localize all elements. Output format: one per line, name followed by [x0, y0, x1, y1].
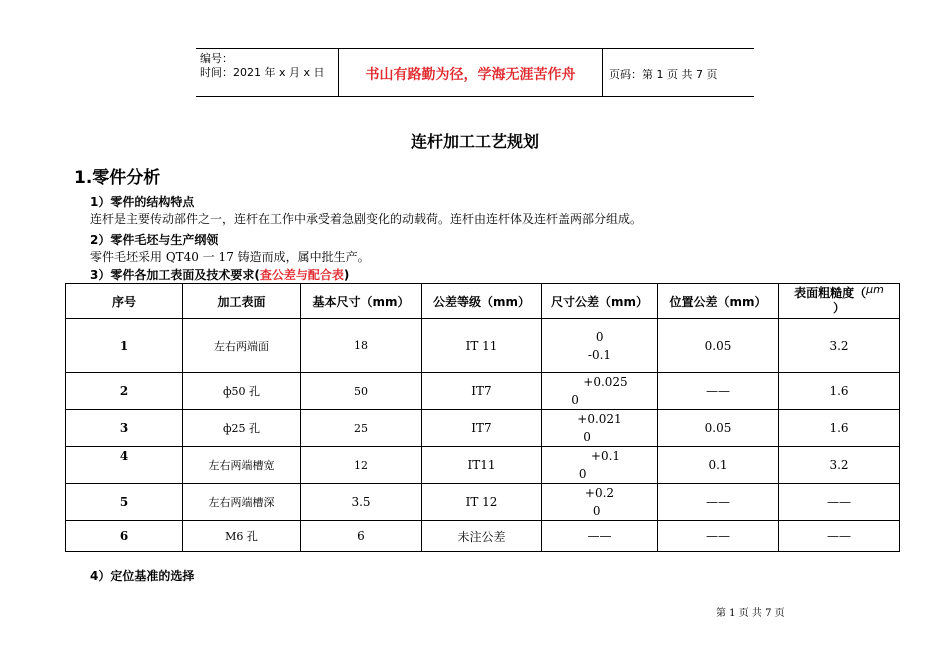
micrometer-symbol: μm — [866, 283, 884, 296]
header-bottom-rule — [196, 96, 754, 97]
table-header-row — [66, 284, 900, 319]
cell-roughness: —— — [779, 484, 900, 521]
cell-surface: ф50 孔 — [183, 373, 301, 410]
cell-tolerance — [542, 447, 658, 484]
header-divider — [602, 48, 603, 96]
tolerance-table — [65, 283, 900, 552]
tol-lower: 0 — [583, 430, 591, 444]
cell-no: 2 — [66, 373, 183, 410]
cell-roughness: 1.6 — [779, 410, 900, 447]
cell-grade: IT7 — [422, 410, 542, 447]
cell-size: 3.5 — [301, 484, 422, 521]
cell-position: 0.05 — [658, 410, 779, 447]
cell-surface: M6 孔 — [183, 521, 301, 552]
table-row — [66, 373, 900, 410]
subsection-heading-tail: ) — [343, 268, 350, 282]
cell-size: 12 — [301, 447, 422, 484]
cell-tolerance — [542, 484, 658, 521]
page-footer: 第 1 页 共 7 页 — [716, 608, 785, 619]
cell-position: 0.1 — [658, 447, 779, 484]
cell-surface: 左右两端槽宽 — [183, 447, 301, 484]
header-page-info: 页码：第 1 页 共 7 页 — [609, 68, 718, 81]
cell-tolerance — [542, 373, 658, 410]
page-title: 连杆加工工艺规划 — [410, 132, 539, 151]
col-header-roughness-close: ） — [832, 301, 845, 315]
cell-grade: IT 11 — [422, 319, 542, 373]
tol-upper: +0.025 — [583, 375, 628, 389]
cell-grade: IT 12 — [422, 484, 542, 521]
tol-upper: 0 — [595, 329, 604, 344]
cell-tolerance: —— — [542, 521, 658, 552]
cell-surface: 左右两端槽深 — [183, 484, 301, 521]
col-header: 尺寸公差（mm） — [542, 284, 658, 319]
header-top-rule — [196, 48, 754, 49]
cell-position: —— — [658, 521, 779, 552]
cell-roughness: —— — [779, 521, 900, 552]
tol-upper: +0.1 — [590, 449, 621, 463]
tol-lower: 0 — [592, 504, 601, 518]
col-header — [779, 284, 900, 319]
cell-size: 6 — [301, 521, 422, 552]
subsection-heading: 4）定位基准的选择 — [90, 569, 195, 583]
col-header: 位置公差（mm） — [658, 284, 779, 319]
cell-roughness: 3.2 — [779, 319, 900, 373]
cell-size: 25 — [301, 410, 422, 447]
table-row — [66, 521, 900, 552]
section-heading: 1.零件分析 — [74, 168, 161, 188]
cell-no: 3 — [66, 410, 183, 447]
table-row — [66, 447, 900, 484]
cell-tolerance — [542, 410, 658, 447]
subsection-heading: 2）零件毛坯与生产纲领 — [90, 233, 219, 247]
col-header: 序号 — [66, 284, 183, 319]
col-header: 加工表面 — [183, 284, 301, 319]
cell-surface: ф25 孔 — [183, 410, 301, 447]
header-motto: 书山有路勤为径，学海无涯苦作舟 — [365, 67, 576, 83]
paragraph: 零件毛坯采用 QT40 一 17 铸造而成，属中批生产。 — [90, 250, 370, 264]
col-header: 公差等级（mm） — [422, 284, 542, 319]
tolerance-table-link[interactable]: 查公差与配合表 — [259, 268, 344, 282]
cell-no: 4 — [66, 447, 183, 484]
cell-no: 6 — [66, 521, 183, 552]
cell-roughness: 3.2 — [779, 447, 900, 484]
cell-no: 5 — [66, 484, 183, 521]
cell-position: —— — [658, 373, 779, 410]
cell-grade: IT7 — [422, 373, 542, 410]
table-row — [66, 319, 900, 373]
cell-position: 0.05 — [658, 319, 779, 373]
cell-grade: 未注公差 — [422, 521, 542, 552]
header-left — [200, 52, 325, 80]
cell-position: —— — [658, 484, 779, 521]
cell-no: 1 — [66, 319, 183, 373]
paragraph: 连杆是主要传动部件之一，连杆在工作中承受着急剧变化的动载荷。连杆由连杆体及连杆盖两部分组成。 — [90, 212, 643, 226]
cell-roughness: 1.6 — [779, 373, 900, 410]
cell-size: 50 — [301, 373, 422, 410]
table-row — [66, 484, 900, 521]
tol-upper: +0.021 — [577, 412, 622, 426]
tol-lower: -0.1 — [587, 347, 612, 362]
tol-upper: +0.2 — [584, 486, 615, 500]
subsection-heading-text: 3）零件各加工表面及技术要求( — [90, 268, 260, 282]
table-row — [66, 410, 900, 447]
col-header-roughness: 表面粗糙度（ — [794, 286, 867, 300]
cell-surface: 左右两端面 — [183, 319, 301, 373]
subsection-heading: 1）零件的结构特点 — [90, 195, 195, 209]
cell-size: 18 — [301, 319, 422, 373]
cell-grade: IT11 — [422, 447, 542, 484]
date-label: 时间：2021 年 x 月 x 日 — [200, 66, 325, 79]
cell-tolerance — [542, 319, 658, 373]
subsection-heading — [90, 266, 349, 283]
tol-lower: 0 — [571, 393, 579, 407]
tol-lower: 0 — [578, 467, 587, 481]
col-header: 基本尺寸（mm） — [301, 284, 422, 319]
number-label: 编号： — [200, 52, 233, 65]
